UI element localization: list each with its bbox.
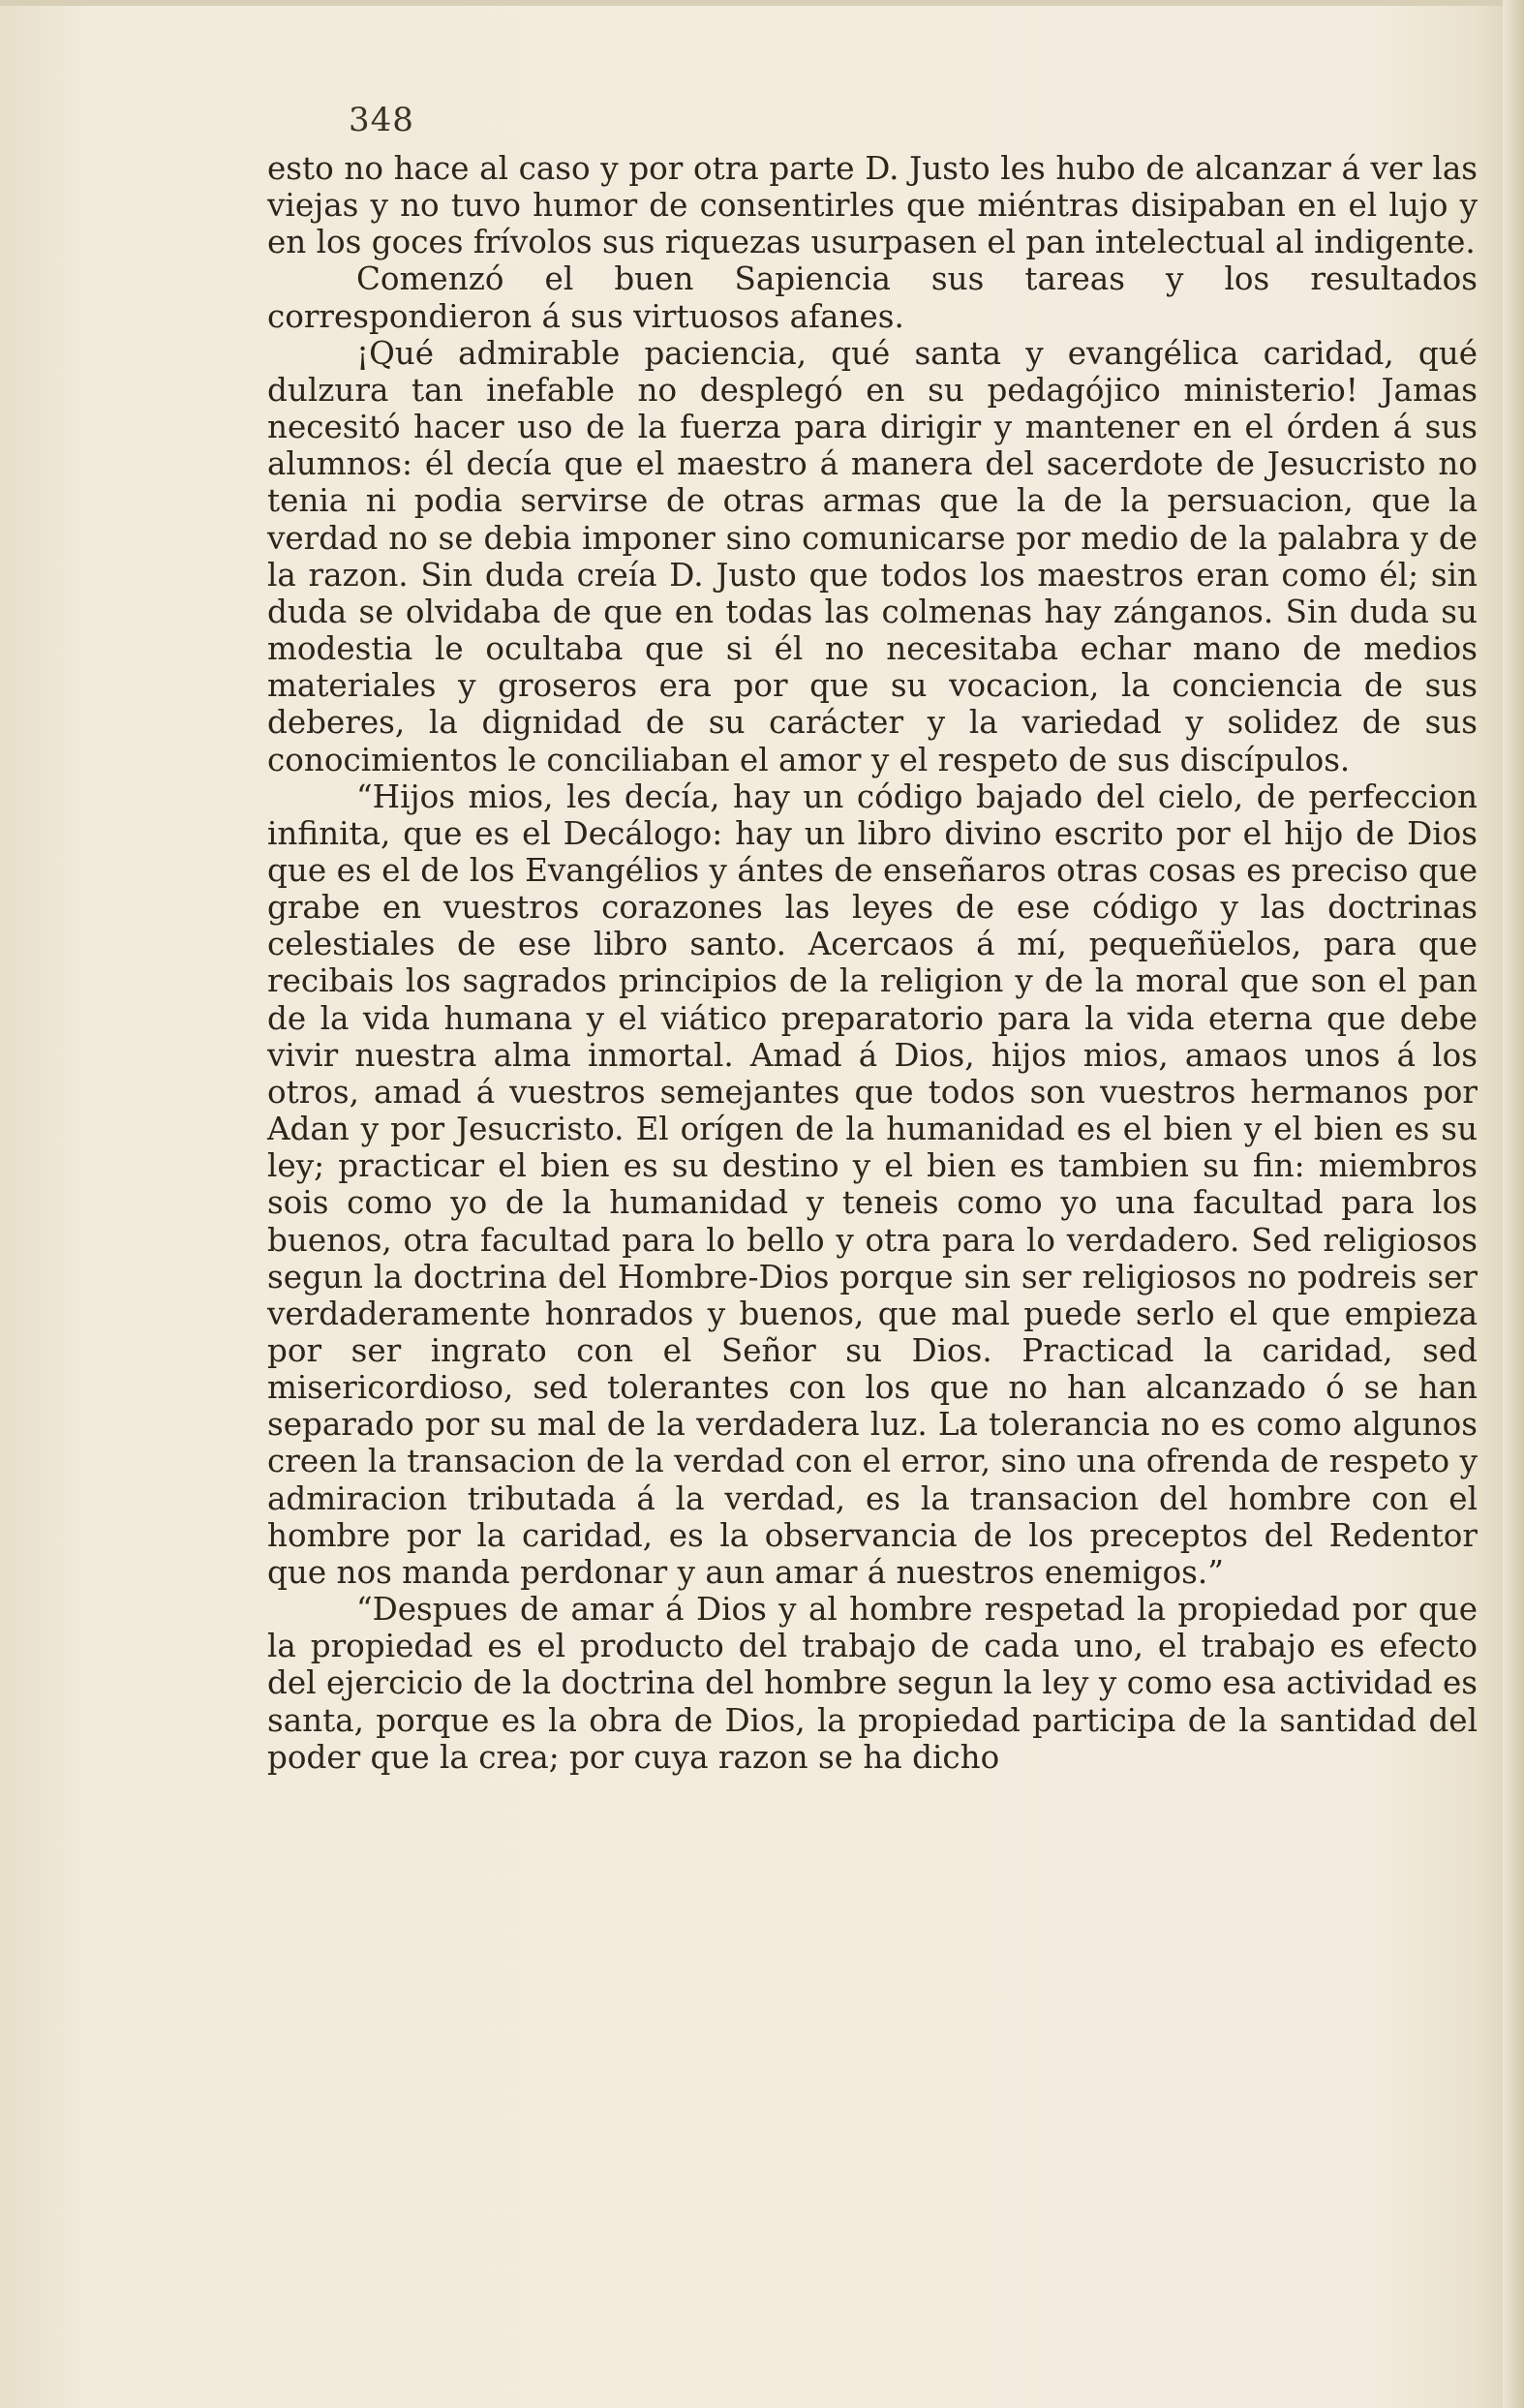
page-number: 348 — [349, 101, 414, 139]
body-text — [267, 150, 1478, 1776]
paragraph-2: Comenzó el buen Sapiencia sus tareas y los resultados correspondieron á sus virtuosos afanes. — [267, 260, 1478, 335]
page-top-edge — [0, 0, 1524, 6]
paragraph-5: “Despues de amar á Dios y al hombre respetad la propiedad por que la propiedad es el producto del trabajo de cada uno, el trabajo es efecto del ejercicio de la doctrina del hombre segun la ley y como esa actividad es santa, porque es la obra de Dios, la propiedad participa de la santidad del poder que la crea; por cuya razon se ha dicho — [267, 1591, 1478, 1776]
page-right-edge — [1503, 0, 1524, 2408]
paragraph-1: esto no hace al caso y por otra parte D. Justo les hubo de alcanzar á ver las viejas y no tuvo humor de consentirles que miéntras disipaban en el lujo y en los goces frívolos sus riquezas usurpasen el pan intelectual al indigente. — [267, 150, 1478, 261]
paragraph-3: ¡Qué admirable paciencia, qué santa y evangélica caridad, qué dulzura tan inefable no desplegó en su pedagójico ministerio! Jamas necesitó hacer uso de la fuerza para dirigir y mantener en el órden á sus alumnos: él decía que el maestro á manera del sacerdote de Jesucristo no tenia ni podia servirse de otras armas que la de la persuacion, que la verdad no se debia imponer sino comunicarse por medio de la palabra y de la razon. Sin duda creía D. Justo que todos los maestros eran como él; sin duda se olvidaba de que en todas las colmenas hay zánganos. Sin duda su modestia le ocultaba que si él no necesitaba echar mano de medios materiales y groseros era por que su vocacion, la conciencia de sus deberes, la dignidad de su carácter y la variedad y solidez de sus conocimientos le conciliaban el amor y el respeto de sus discípulos. — [267, 334, 1478, 778]
paragraph-4: “Hijos mios, les decía, hay un código bajado del cielo, de perfeccion infinita, que es el Decálogo: hay un libro divino escrito por el hijo de Dios que es el de los Evangélios y ántes de enseñaros otras cosas es preciso que grabe en vuestros corazones las leyes de ese código y las doctrinas celestiales de ese libro santo. Acercaos á mí, pequeñüelos, para que recibais los sagrados principios de la religion y de la moral que son el pan de la vida humana y el viático preparatorio para la vida eterna que debe vivir nuestra alma inmortal. Amad á Dios, hijos mios, amaos unos á los otros, amad á vuestros semejantes que todos son vuestros hermanos por Adan y por Jesucristo. El orígen de la humanidad es el bien y el bien es su ley; practicar el bien es su destino y el bien es tambien su fin: miembros sois como yo de la humanidad y teneis como yo una facultad para los buenos, otra facultad para lo bello y otra para lo verdadero. Sed religiosos segun la doctrina del Hombre-Dios porque sin ser religiosos no podreis ser verdaderamente honrados y buenos, que mal puede serlo el que empieza por ser ingrato con el Señor su Dios. Practicad la caridad, sed misericordioso, sed tolerantes con los que no han alcanzado ó se han separado por su mal de la verdadera luz. La tolerancia no es como algunos creen la transacion de la verdad con el error, sino una ofrenda de respeto y admiracion tributada á la verdad, es la transacion del hombre con el hombre por la caridad, es la observancia de los preceptos del Redentor que nos manda perdonar y aun amar á nuestros enemigos.” — [267, 777, 1478, 1591]
